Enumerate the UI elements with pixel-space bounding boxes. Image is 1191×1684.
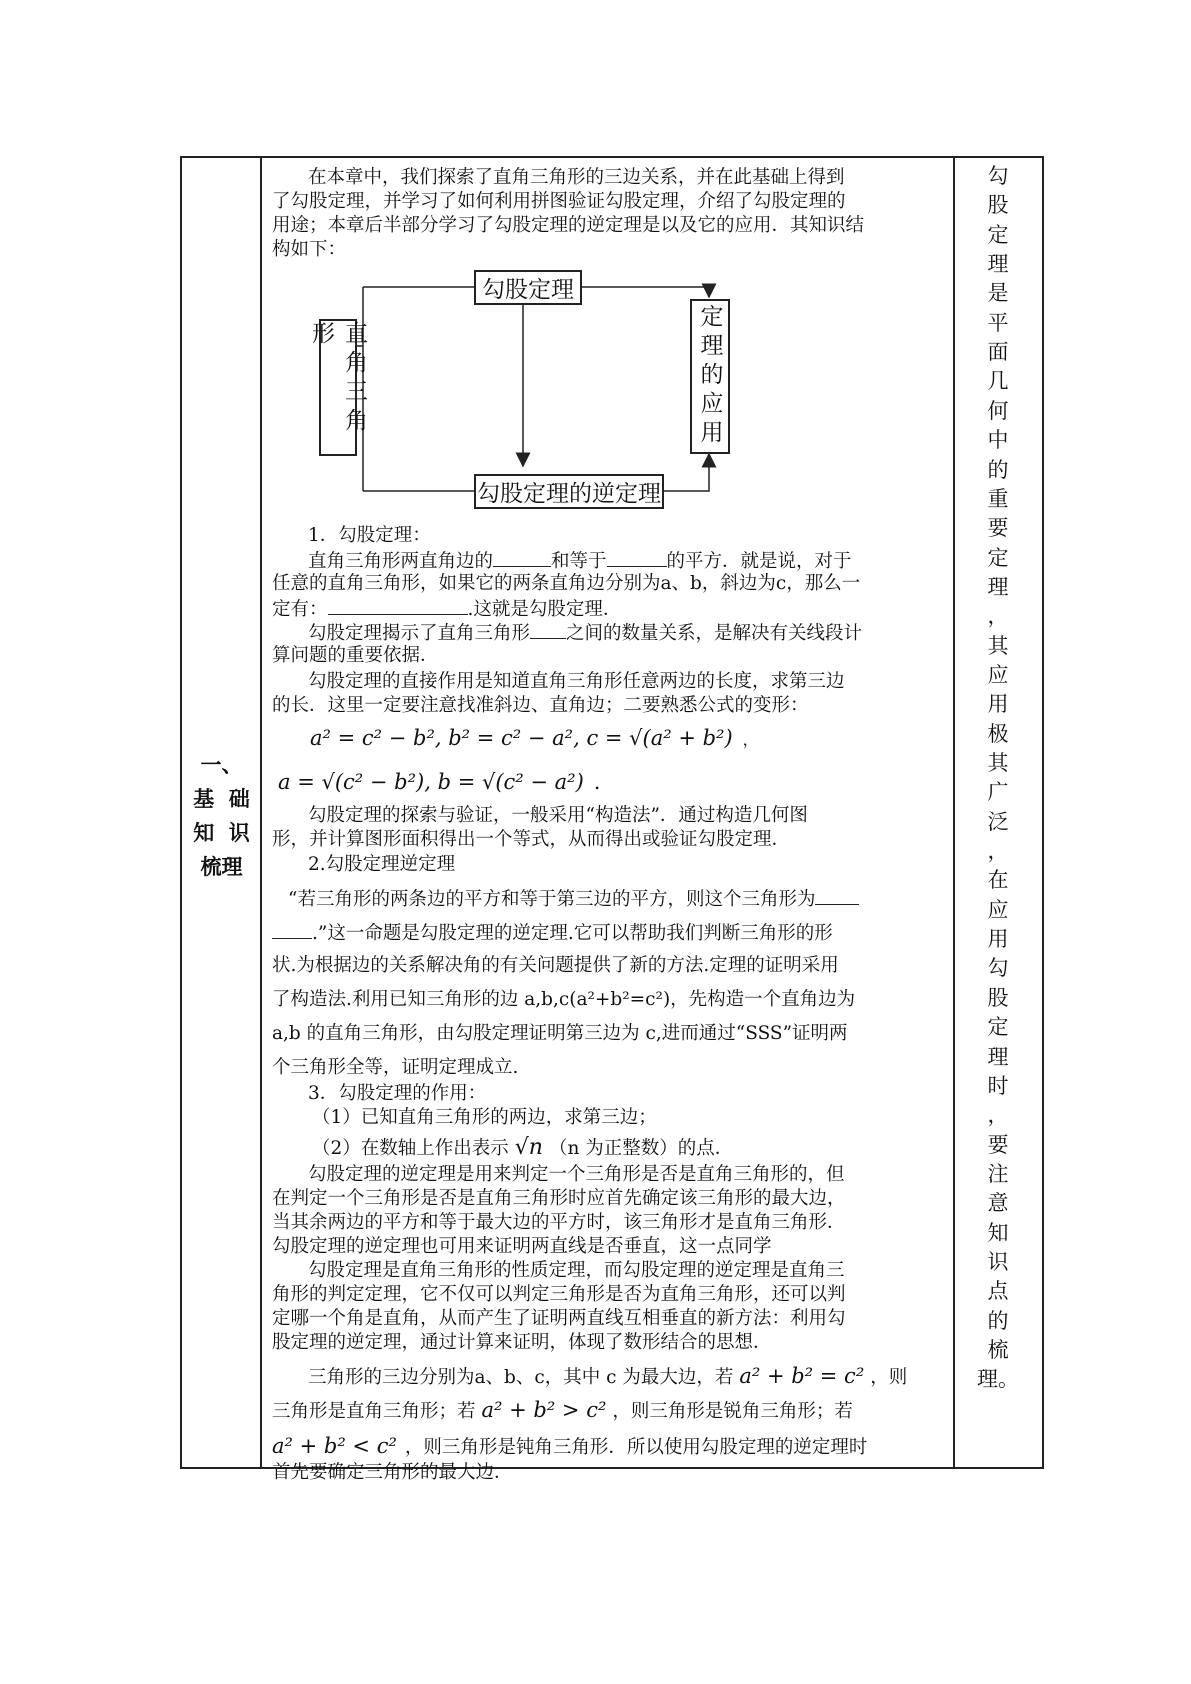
side-note-char: 勾 (987, 956, 1009, 981)
fill-blank (272, 920, 312, 939)
fill-blank (493, 548, 551, 567)
section-title: 1．勾股定理： (308, 525, 431, 546)
side-note-char: 注 (987, 1161, 1009, 1186)
section-label-line: 梳理 (200, 855, 243, 879)
side-note-char: 点 (987, 1279, 1009, 1304)
section-title: 2.勾股定理逆定理 (308, 854, 456, 875)
paragraph-line: 勾股定理的直接作用是知道直角三角形任意两边的长度，求第三边 (308, 671, 845, 692)
side-note-char: 知 (987, 1220, 1009, 1245)
side-note-char: 理 (987, 252, 1009, 277)
side-note-char: 几 (987, 369, 1009, 394)
side-note-char: 理 (987, 1044, 1009, 1069)
paragraph-line: 勾股定理揭示了直角三角形 之间的数量关系，是解决有关线段计 (308, 620, 862, 646)
paragraph-line: 算问题的重要依据． (272, 645, 439, 666)
arrow-to-application (664, 454, 709, 491)
intro-text: 在本章中，我们探索了直角三角形的三边关系，并在此基础上得到 (308, 167, 845, 188)
side-note-char: 泛 (987, 809, 1009, 834)
paragraph-line: 直角三角形两直角边的 和等于 的平方．就是说，对于 (308, 548, 852, 574)
fill-blank (607, 548, 667, 567)
arrow-to-application (581, 287, 709, 297)
paragraph-line: 个三角形全等，证明定理成立. (272, 1057, 519, 1078)
side-note-char: 理。 (977, 1367, 1019, 1392)
list-item: （2）在数轴上作出表示 √n （n 为正整数）的点． (312, 1135, 734, 1160)
side-note-char: 平 (987, 310, 1009, 335)
paragraph-line: 状.为根据边的关系解决角的有关问题提供了新的方法.定理的证明采用 (272, 955, 839, 976)
intro-text: 用途；本章后半部分学习了勾股定理的逆定理是以及它的应用．其知识结 (272, 215, 865, 236)
side-note-char: 何 (987, 398, 1009, 423)
paragraph-line: a² + b² < c² ，则三角形是钝角三角形．所以使用勾股定理的逆定理时 (272, 1434, 868, 1458)
side-note-char: 重 (987, 486, 1009, 511)
side-note-char: ， (987, 604, 1009, 629)
side-note-char: 是 (987, 281, 1009, 306)
intro-text: 构如下： (272, 239, 347, 260)
paragraph-line: .”这一命题是勾股定理的逆定理.它可以帮助我们判断三角形的形 (272, 920, 833, 946)
section-label-line: 基 础 (193, 787, 250, 811)
side-note-char: 勾 (987, 164, 1009, 188)
side-note-char: 面 (987, 340, 1009, 365)
list-item: （1）已知直角三角形的两边，求第三边； (312, 1107, 657, 1128)
side-note-char: 定 (987, 222, 1009, 247)
side-note-char: ， (987, 839, 1009, 864)
paragraph-line: 在判定一个三角形是否是直角三角形时应首先确定该三角形的最大边， (272, 1188, 846, 1209)
side-note-char: 广 (987, 780, 1009, 805)
paragraph-line: 定有： .这就是勾股定理． (272, 596, 621, 622)
section-label (182, 748, 261, 884)
paragraph-line: 三角形是直角三角形；若 a² + b² > c² ，则三角形是锐角三角形；若 (272, 1398, 853, 1422)
side-note-char: 极 (987, 721, 1009, 746)
paragraph-line: 勾股定理的逆定理也可用来证明两直线是否垂直，这一点同学 (272, 1236, 772, 1257)
side-note-char: 股 (987, 193, 1009, 218)
side-note-char: 其 (987, 633, 1009, 658)
side-note-char: 梳 (987, 1338, 1009, 1362)
side-note-char: 时 (987, 1073, 1009, 1098)
box-pythagorean-theorem: 勾股定理 (474, 270, 582, 305)
side-note-char: 股 (987, 985, 1009, 1010)
paragraph-line: 勾股定理的探索与验证，一般采用“构造法”．通过构造几何图 (308, 805, 808, 826)
paragraph-line: 任意的直角三角形，如果它的两条直角边分别为a、b，斜边为c，那么一 (272, 573, 861, 594)
side-note-char: ， (987, 1103, 1009, 1128)
section-label-line: 一、 (200, 753, 243, 777)
paragraph-line: 了构造法.利用已知三角形的边 a,b,c(a²+b²=c²)，先构造一个直角边为 (272, 989, 856, 1010)
side-note-char: 用 (987, 692, 1009, 717)
summary-table (180, 156, 1044, 1483)
paragraph-line: “若三角形的两条边的平方和等于第三边的平方，则这个三角形为 (288, 886, 859, 912)
paragraph-line: 首先要确定三角形的最大边． (272, 1462, 513, 1483)
section-title: 3．勾股定理的作用： (308, 1083, 487, 1104)
paragraph-line: 勾股定理的逆定理是用来判定一个三角形是否是直角三角形的，但 (308, 1164, 845, 1185)
side-note-char: 用 (987, 927, 1009, 952)
side-note-char: 定 (987, 545, 1009, 570)
side-note-char: 应 (987, 662, 1009, 687)
paragraph-line: 定哪一个角是直角，从而产生了证明两直线互相垂直的新方法：利用勾 (272, 1308, 846, 1329)
side-note-char: 理 (987, 574, 1009, 599)
fill-blank (815, 886, 859, 905)
box-converse-theorem: 勾股定理的逆定理 (474, 474, 664, 509)
side-note-char: 识 (987, 1249, 1009, 1274)
side-note-char: 意 (987, 1191, 1009, 1216)
paragraph-line: a,b 的直角三角形，由勾股定理证明第三边为 c,进而通过“SSS”证明两 (272, 1023, 848, 1044)
paragraph-line: 的长．这里一定要注意找准斜边、直角边；二要熟悉公式的变形： (272, 695, 809, 716)
paragraph-line: 角形的判定定理，它不仅可以判定三角形是否为直角三角形，还可以判 (272, 1284, 846, 1305)
section-label-line: 知 识 (193, 821, 250, 845)
side-note (954, 158, 1042, 1467)
box-application: 定理的应用 (690, 299, 730, 454)
formula-line: a = √(c² − b²), b = √(c² − a²) . (278, 770, 601, 794)
box-right-triangle: 直角三角形 (319, 319, 357, 456)
formula-line: a² = c² − b², b² = c² − a², c = √(a² + b²) ， (310, 726, 759, 750)
side-note-char: 其 (987, 751, 1009, 775)
main-content (264, 158, 953, 1483)
intro-text: 了勾股定理，并学习了如何利用拼图验证勾股定理，介绍了勾股定理的 (272, 191, 846, 212)
side-note-char: 中 (987, 428, 1009, 453)
paragraph-line: 三角形的三边分别为a、b、c，其中 c 为最大边，若 a² + b² = c² ，则 (308, 1364, 908, 1388)
side-note-char: 定 (987, 1015, 1009, 1040)
side-note-char: 要 (987, 516, 1009, 541)
paragraph-line: 股定理的逆定理，通过计算来证明，体现了数形结合的思想． (272, 1332, 772, 1353)
paragraph-line: 当其余两边的平方和等于最大边的平方时，该三角形才是直角三角形． (272, 1212, 846, 1233)
side-note-char: 的 (987, 1308, 1009, 1333)
side-note-char: 应 (987, 897, 1009, 922)
fill-blank (530, 620, 566, 639)
side-note-char: 的 (987, 457, 1009, 482)
paragraph-line: 形，并计算图形面积得出一个等式，从而得出或验证勾股定理． (272, 829, 791, 850)
side-note-char: 在 (987, 868, 1009, 893)
side-note-char: 要 (987, 1132, 1009, 1157)
fill-blank (328, 596, 468, 615)
paragraph-line: 勾股定理是直角三角形的性质定理，而勾股定理的逆定理是直角三 (308, 1260, 845, 1281)
